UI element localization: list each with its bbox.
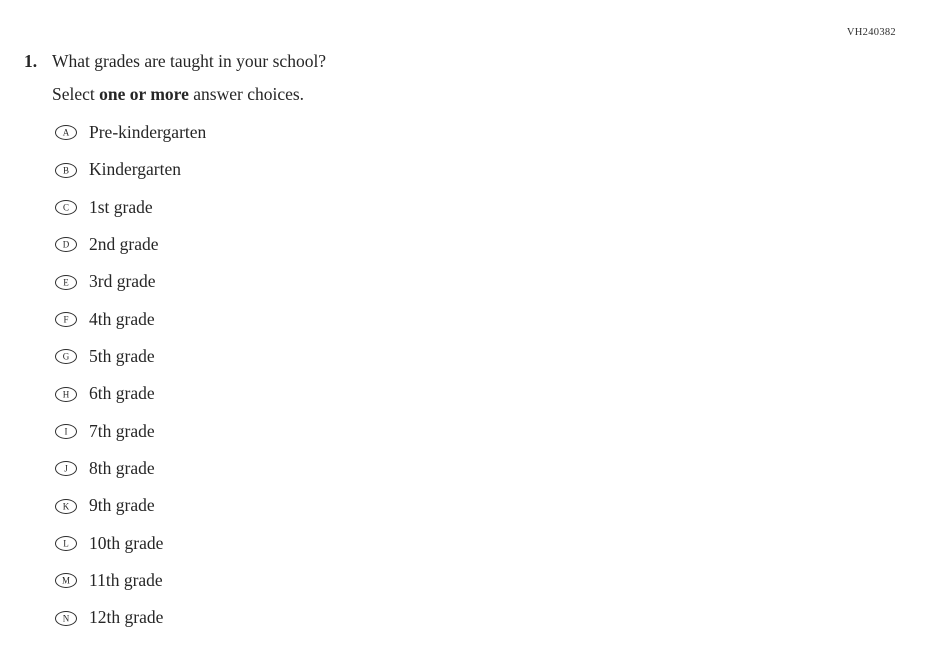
option-label: 11th grade: [89, 570, 163, 591]
answer-option-row[interactable]: [55, 525, 933, 562]
answer-options: [55, 114, 933, 637]
option-label: 3rd grade: [89, 271, 156, 292]
option-bubble-icon[interactable]: [55, 275, 77, 290]
option-label: 9th grade: [89, 495, 155, 516]
option-bubble-icon[interactable]: [55, 312, 77, 327]
option-bubble-icon[interactable]: [55, 125, 77, 140]
option-letter: E: [63, 277, 69, 288]
option-letter: J: [64, 463, 68, 474]
option-bubble-icon[interactable]: [55, 163, 77, 178]
option-letter: B: [62, 165, 69, 176]
option-label: 12th grade: [89, 607, 164, 628]
instruction-emphasis: one or more: [99, 84, 189, 104]
option-label: 1st grade: [89, 196, 153, 217]
question-number: 1.: [24, 51, 38, 71]
option-label: 4th grade: [89, 308, 155, 329]
answer-option-row[interactable]: [55, 450, 933, 487]
option-bubble-icon[interactable]: [55, 200, 77, 215]
answer-option-row[interactable]: [55, 413, 933, 450]
option-letter: F: [63, 314, 69, 325]
option-letter: A: [62, 127, 70, 138]
option-letter: L: [63, 538, 69, 549]
option-bubble-icon[interactable]: [55, 461, 77, 476]
answer-option-row[interactable]: [55, 189, 933, 226]
option-letter: G: [62, 351, 70, 362]
accession-id: VH240382: [846, 27, 896, 38]
instruction-prefix: Select: [52, 84, 100, 104]
option-bubble-icon[interactable]: [55, 536, 77, 551]
option-label: Pre-kindergarten: [89, 121, 207, 142]
instruction-line: [52, 84, 304, 105]
option-letter: C: [62, 202, 69, 213]
option-bubble-icon[interactable]: [55, 611, 77, 626]
answer-option-row[interactable]: [55, 226, 933, 263]
answer-option-row[interactable]: [55, 338, 933, 375]
option-label: 8th grade: [89, 458, 155, 479]
option-bubble-icon[interactable]: [55, 424, 77, 439]
answer-option-row[interactable]: [55, 599, 933, 636]
option-label: Kindergarten: [89, 159, 182, 180]
option-bubble-icon[interactable]: [55, 387, 77, 402]
option-bubble-icon[interactable]: [55, 499, 77, 514]
instruction-suffix: answer choices.: [188, 84, 305, 104]
answer-option-row[interactable]: [55, 375, 933, 412]
answer-option-row[interactable]: [55, 114, 933, 151]
option-letter: K: [62, 501, 70, 512]
option-label: 10th grade: [89, 532, 164, 553]
answer-option-row[interactable]: [55, 151, 933, 188]
answer-option-row[interactable]: [55, 263, 933, 300]
question-line: [24, 51, 326, 72]
option-letter: H: [62, 389, 70, 400]
option-letter: N: [62, 613, 70, 624]
option-label: 6th grade: [89, 383, 155, 404]
answer-option-row[interactable]: [55, 562, 933, 599]
option-letter: M: [61, 575, 70, 586]
option-label: 5th grade: [89, 345, 155, 366]
option-letter: D: [62, 239, 70, 250]
answer-option-row[interactable]: [55, 487, 933, 524]
option-letter: I: [64, 426, 68, 437]
option-bubble-icon[interactable]: [55, 237, 77, 252]
option-bubble-icon[interactable]: [55, 349, 77, 364]
question-prompt: What grades are taught in your school?: [52, 51, 327, 71]
option-label: 7th grade: [89, 420, 155, 441]
answer-option-row[interactable]: [55, 301, 933, 338]
option-label: 2nd grade: [89, 233, 159, 254]
option-bubble-icon[interactable]: [55, 573, 77, 588]
